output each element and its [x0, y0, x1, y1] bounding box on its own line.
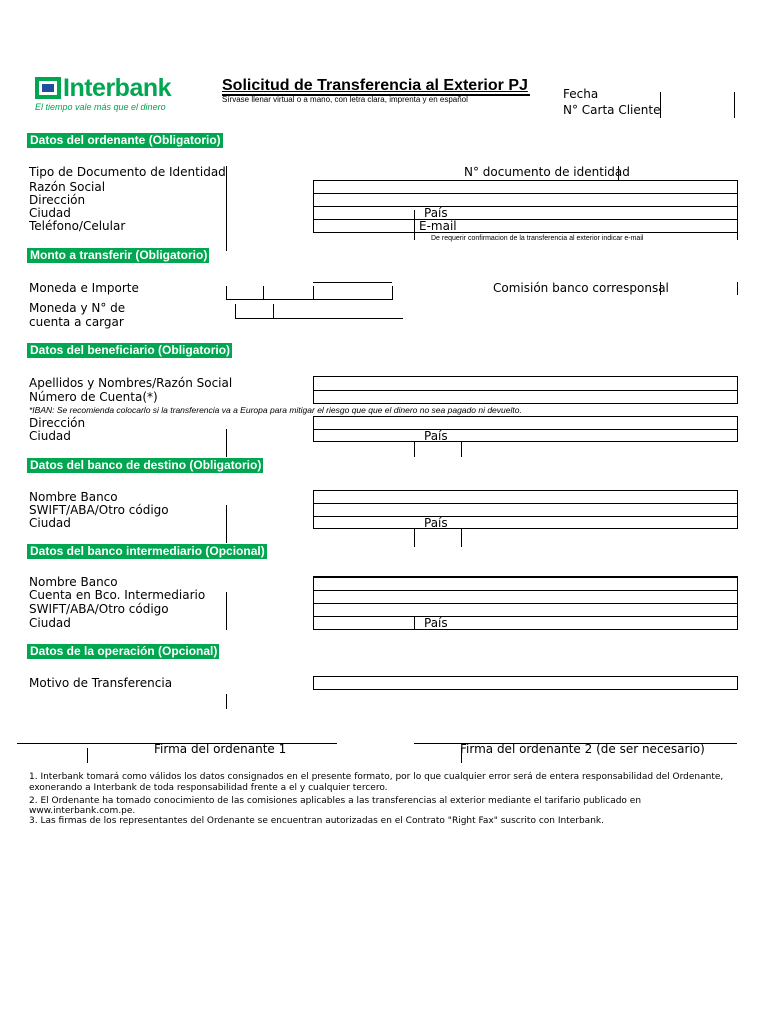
inter-cuenta-label: Cuenta en Bco. Intermediario	[29, 588, 206, 602]
beneficiario-pais-label: País	[424, 429, 448, 443]
beneficiario-direccion-label: Dirección	[29, 416, 86, 430]
footnote-2a: 2. El Ordenante ha tomado conocimiento de las comisiones aplicables a las transferencias al exterior mediante el tarifario publicado en	[29, 796, 642, 806]
moneda-cuenta-label-2: cuenta a cargar	[29, 315, 124, 329]
inter-nombre-banco-label: Nombre Banco	[29, 575, 118, 589]
section-ordenante: Datos del ordenante (Obligatorio)	[27, 133, 223, 148]
apellidos-label: Apellidos y Nombres/Razón Social	[29, 376, 233, 390]
firma1-tick	[87, 748, 88, 763]
comision-right-edge	[737, 282, 738, 295]
destino-pais-field[interactable]	[461, 529, 462, 547]
motivo-field[interactable]	[313, 676, 738, 690]
firma2-label: Firma del ordenante 2 (de ser necesario)	[460, 742, 705, 756]
carta-cliente-label: N° Carta Cliente	[563, 103, 661, 117]
form-subtitle: Sírvase llenar virtual o a mano, con letra clara, imprenta y en español	[222, 95, 468, 104]
ordenante-label-divider	[226, 166, 227, 251]
footnote-2b[interactable]: www.interbank.com.pe.	[29, 806, 136, 816]
carta-cliente-field[interactable]	[660, 92, 661, 118]
inter-ciudad-label: Ciudad	[29, 616, 71, 630]
telefono-field[interactable]	[313, 232, 738, 233]
apellidos-field[interactable]	[313, 390, 738, 391]
comision-label: Comisión banco corresponsal	[493, 281, 669, 295]
inter-ciudad-field[interactable]	[414, 616, 415, 630]
destino-swift-label: SWIFT/ABA/Otro código	[29, 503, 169, 517]
interbank-logo-icon	[35, 77, 61, 99]
inter-label-divider	[226, 592, 227, 630]
numero-cuenta-label: Número de Cuenta(*)	[29, 390, 158, 404]
inter-cuenta-field[interactable]	[313, 603, 738, 604]
logo-name: Interbank	[63, 74, 172, 102]
destino-nombre-banco-field[interactable]	[313, 503, 738, 504]
razon-social-label: Razón Social	[29, 180, 106, 194]
inter-swift-field[interactable]	[313, 616, 738, 617]
footnote-3: 3. Las firmas de los representantes del Ordenante se encuentran autorizadas en el Contrato "Right Fax" suscrito con Interbank.	[29, 816, 604, 826]
beneficiario-ciudad-field[interactable]	[414, 442, 415, 457]
section-operacion: Datos de la operación (Opcional)	[27, 644, 219, 659]
section-banco-destino: Datos del banco de destino (Obligatorio)	[27, 458, 263, 473]
motivo-divider	[226, 694, 227, 709]
tipo-doc-label: Tipo de Documento de Identidad	[29, 165, 226, 179]
moneda-cuenta-field[interactable]	[235, 304, 236, 318]
cuenta-divider	[273, 304, 274, 318]
inter-nombre-banco-field[interactable]	[313, 590, 738, 591]
section-banco-intermediario: Datos del banco intermediario (Opcional)	[27, 544, 267, 559]
destino-ciudad-field[interactable]	[414, 529, 415, 547]
inter-swift-label: SWIFT/ABA/Otro código	[29, 602, 169, 616]
ciudad-label: Ciudad	[29, 206, 71, 220]
telefono-label: Teléfono/Celular	[29, 219, 126, 233]
destino-pais-label: País	[424, 516, 448, 530]
iban-note: *IBAN: Se recomienda colocarlo si la transferencia va a Europa para mitigar el riesgo que que el dinero no sea pagado ni devuelto.	[29, 405, 522, 415]
destino-nombre-banco-label: Nombre Banco	[29, 490, 118, 504]
section-monto: Monto a transferir (Obligatorio)	[27, 248, 209, 263]
footnote-1a: 1. Interbank tomará como válidos los datos consignados en el presente formato, por lo que cualquier error será de entera responsabilidad del Ordenante,	[29, 772, 724, 782]
beneficiario-label-divider	[226, 429, 227, 457]
destino-box	[313, 490, 738, 529]
moneda-divider	[263, 286, 264, 300]
beneficiario-pais-field[interactable]	[461, 442, 462, 457]
moneda-cuenta-label-1: Moneda y N° de	[29, 301, 126, 315]
fecha-field[interactable]	[734, 92, 735, 118]
logo-tagline: El tiempo vale más que el dinero	[35, 102, 166, 112]
beneficiario-direccion-field[interactable]	[313, 429, 738, 430]
direccion-field[interactable]	[313, 206, 738, 207]
inter-pais-label: País	[424, 616, 448, 630]
motivo-label: Motivo de Transferencia	[29, 676, 173, 690]
num-doc-field[interactable]	[618, 166, 619, 180]
cuenta-cargar-field[interactable]	[235, 318, 403, 319]
comision-field[interactable]	[660, 282, 661, 295]
firma1-label: Firma del ordenante 1	[154, 742, 287, 756]
ciudad-field[interactable]	[313, 219, 738, 220]
beneficiario-ciudad-label: Ciudad	[29, 429, 71, 443]
section-beneficiario: Datos del beneficiario (Obligatorio)	[27, 343, 232, 358]
form-title: Solicitud de Transferencia al Exterior PJ	[222, 77, 528, 94]
email-label: E-mail	[419, 219, 457, 233]
destino-swift-field[interactable]	[313, 516, 738, 517]
moneda-importe-field[interactable]	[226, 286, 393, 300]
ordenante-right-edge	[737, 180, 738, 240]
pais-label: País	[424, 206, 448, 220]
email-note: De requerir confirmacion de la transferencia al exterior indicar e-mail	[431, 235, 644, 242]
title-rule	[222, 94, 530, 96]
interbank-logo	[33, 74, 173, 116]
direccion-label: Dirección	[29, 193, 86, 207]
importe-top-line	[313, 282, 392, 283]
pais-divider	[414, 210, 415, 240]
num-doc-label: N° documento de identidad	[464, 165, 630, 179]
razon-social-field[interactable]	[313, 193, 738, 194]
destino-ciudad-label: Ciudad	[29, 516, 71, 530]
fecha-label: Fecha	[563, 87, 599, 101]
moneda-importe-label: Moneda e Importe	[29, 281, 139, 295]
destino-label-divider	[226, 505, 227, 543]
importe-divider	[313, 286, 314, 300]
footnote-1b: exonerando a Interbank de toda responsabilidad frente a el y cualquier tercero.	[29, 783, 388, 793]
